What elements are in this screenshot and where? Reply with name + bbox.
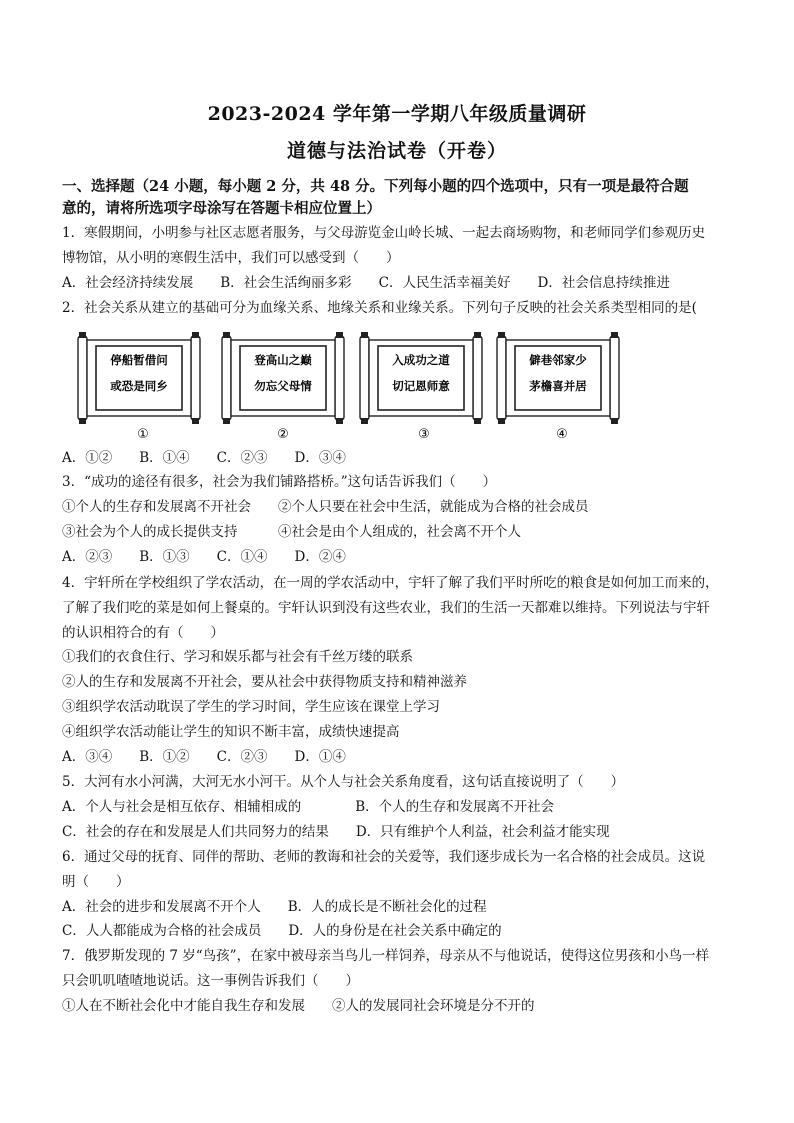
q4-stem-line-2: 了解了我们吃的菜是如何上餐桌的。宇轩认识到没有这些农业，我们的生活一天都难以维持。下列说法与宇轩 xyxy=(62,600,710,616)
q7-stem-line-1: 7．俄罗斯发现的 7 岁“鸟孩”，在家中被母亲当鸟儿一样饲养，母亲从不与他说话，使得这位男孩和小鸟一样 xyxy=(62,948,710,964)
q3-statements-2: ③社会为个人的成长提供支持 ④社会是由个人组成的，社会离不开个人 xyxy=(62,524,521,540)
q5-options-ab: A．个人与社会是相互依存、相辅相成的 B．个人的生存和发展离不开社会 xyxy=(62,799,555,815)
scroll-4 xyxy=(497,332,619,440)
scroll-3 xyxy=(360,332,482,440)
q5-options-cd: C．社会的存在和发展是人们共同努力的结果 D．只有维护个人利益，社会利益才能实现 xyxy=(62,824,610,840)
q2-options: A．①② B．①④ C．②③ D．③④ xyxy=(62,450,346,466)
scroll-4-line-2: 茅檐喜并居 xyxy=(529,379,587,393)
scroll-2 xyxy=(222,332,344,440)
exam-subtitle: 道德与法治试卷（开卷） xyxy=(286,140,507,162)
q4-statement-2: ②人的生存和发展离不开社会，要从社会中获得物质支持和精神滋养 xyxy=(62,674,467,690)
scroll-2-number: ② xyxy=(277,427,289,440)
q2-scroll-illustrations xyxy=(75,330,735,440)
q6-options-cd: C．人人都能成为合格的社会成员 D．人的身份是在社会关系中确定的 xyxy=(62,923,502,939)
exam-title: 2023-2024 学年第一学期八年级质量调研 xyxy=(207,103,587,125)
section-heading-line-1: 一、选择题（24 小题，每小题 2 分，共 48 分。下列每小题的四个选项中，只有一项是最符合题 xyxy=(62,178,689,195)
q5-stem: 5．大河有水小河满，大河无水小河干。从个人与社会关系角度看，这句话直接说明了（ ） xyxy=(62,774,625,790)
q7-statements-1: ①人在不断社会化中才能自我生存和发展 ②人的发展同社会环境是分不开的 xyxy=(62,998,535,1014)
q4-stem-line-3: 的认识相符合的有（ ） xyxy=(62,625,224,641)
q3-options: A．②③ B．①③ C．①④ D．②④ xyxy=(62,549,346,565)
q6-stem-line-1: 6．通过父母的抚育、同伴的帮助、老师的教诲和社会的关爱等，我们逐步成长为一名合格的社会成员。这说 xyxy=(62,849,706,865)
q4-statement-4: ④组织学农活动能让学生的知识不断丰富，成绩快速提高 xyxy=(62,724,400,740)
q1-stem-line-2: 博物馆，从小明的寒假生活中，我们可以感受到（ ） xyxy=(62,250,400,266)
scroll-3-line-2: 切记恩师意 xyxy=(392,379,450,393)
scroll-4-number: ④ xyxy=(556,427,568,440)
scroll-1-line-2: 或恐是同乡 xyxy=(110,379,168,393)
scroll-3-number: ③ xyxy=(418,427,430,440)
q1-options: A．社会经济持续发展 B．社会生活绚丽多彩 C．人民生活幸福美好 D．社会信息持续推进 xyxy=(62,275,670,291)
q4-options: A．③④ B．①② C．②③ D．①④ xyxy=(62,749,346,765)
scroll-3-line-1: 入成功之道 xyxy=(392,353,450,367)
section-heading-line-2: 意的，请将所选项字母涂写在答题卡相应位置上） xyxy=(62,200,381,217)
q4-statement-3: ③组织学农活动耽误了学生的学习时间，学生应该在课堂上学习 xyxy=(62,699,440,715)
q6-stem-line-2: 明（ ） xyxy=(62,874,130,890)
scroll-2-line-1: 登高山之巅 xyxy=(254,353,312,367)
q1-stem-line-1: 1．寒假期间，小明参与社区志愿者服务，与父母游览金山岭长城、一起去商场购物，和老师同学们参观历史 xyxy=(62,225,706,241)
scroll-1-line-1: 停船暂借问 xyxy=(110,353,168,367)
q3-statements-1: ①个人的生存和发展离不开社会 ②个人只要在社会中生活，就能成为合格的社会成员 xyxy=(62,499,589,515)
q7-stem-line-2: 只会叽叽喳喳地说话。这一事例告诉我们（ ） xyxy=(62,973,359,989)
scroll-1-number: ① xyxy=(137,427,149,440)
q4-statement-1: ①我们的衣食住行、学习和娱乐都与社会有千丝万缕的联系 xyxy=(62,649,413,665)
q3-stem: 3．“成功的途径有很多，社会为我们铺路搭桥。”这句话告诉我们（ ） xyxy=(62,474,497,490)
q4-stem-line-1: 4．宇轩所在学校组织了学农活动，在一周的学农活动中，宇轩了解了我们平时所吃的粮食是如何加工而来的， xyxy=(62,575,719,591)
q6-options-ab: A．社会的进步和发展离不开个人 B．人的成长是不断社会化的过程 xyxy=(62,899,487,915)
scroll-1 xyxy=(78,332,200,440)
scroll-4-line-1: 僻巷邻家少 xyxy=(529,353,587,367)
scroll-2-line-2: 勿忘父母情 xyxy=(254,379,312,393)
q2-stem: 2．社会关系从建立的基础可分为血缘关系、地缘关系和业缘关系。下列句子反映的社会关系类型相同的是( xyxy=(62,300,697,316)
